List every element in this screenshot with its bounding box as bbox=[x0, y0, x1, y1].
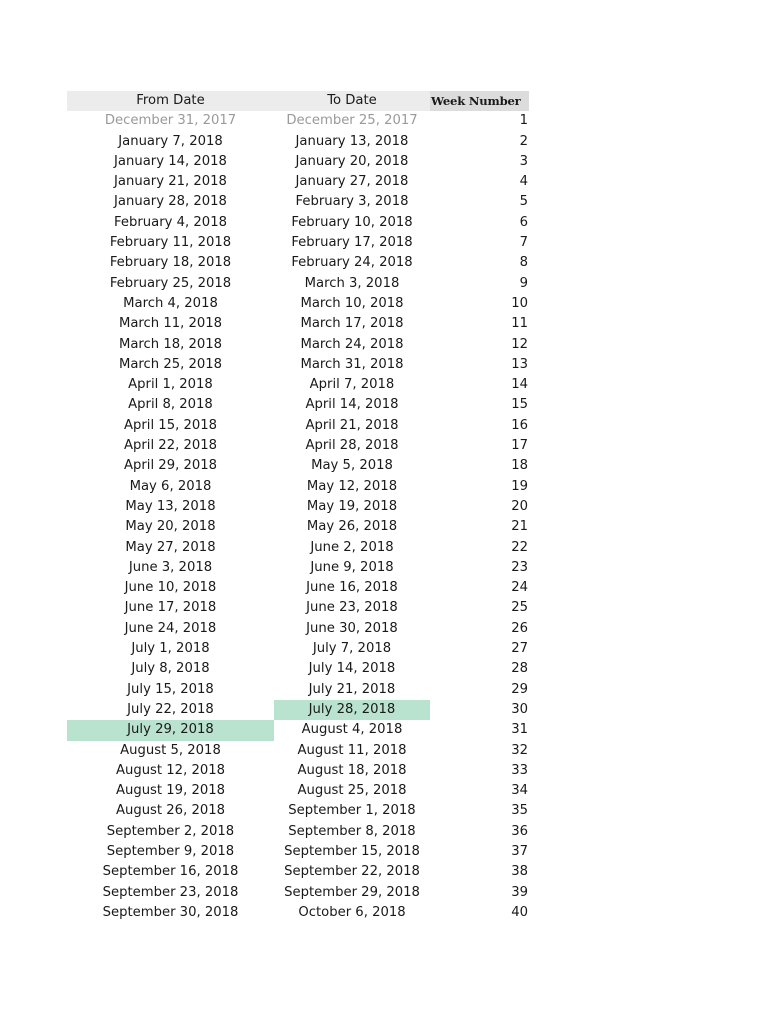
header-from-date[interactable]: From Date bbox=[67, 91, 274, 111]
week-number-cell[interactable]: 31 bbox=[511, 722, 528, 738]
week-number-cell[interactable]: 38 bbox=[511, 864, 528, 880]
to-date-cell[interactable]: May 12, 2018 bbox=[306, 478, 398, 494]
to-date-cell[interactable]: August 18, 2018 bbox=[297, 762, 407, 778]
table-row bbox=[67, 192, 529, 212]
from-date-cell[interactable]: July 1, 2018 bbox=[131, 641, 210, 657]
week-table bbox=[67, 91, 529, 923]
table-row bbox=[67, 558, 529, 578]
table-row bbox=[67, 619, 529, 639]
from-date-cell[interactable]: April 22, 2018 bbox=[123, 438, 218, 454]
from-date-cell[interactable]: August 26, 2018 bbox=[115, 803, 226, 819]
week-number-cell[interactable]: 25 bbox=[511, 600, 528, 616]
week-number-cell[interactable]: 24 bbox=[511, 580, 528, 596]
week-number-cell[interactable]: 22 bbox=[511, 539, 528, 555]
table-row bbox=[67, 862, 529, 882]
header-week-number[interactable]: Week Number bbox=[430, 91, 529, 111]
from-date-cell[interactable]: January 21, 2018 bbox=[114, 174, 227, 190]
from-date-cell[interactable]: July 15, 2018 bbox=[127, 681, 214, 697]
to-date-cell[interactable]: May 19, 2018 bbox=[306, 498, 398, 514]
week-number-cell[interactable]: 3 bbox=[519, 153, 528, 169]
to-date-cell[interactable]: December 25, 2017 bbox=[286, 113, 418, 129]
week-number-cell[interactable]: 2 bbox=[519, 133, 528, 149]
table-row bbox=[67, 801, 529, 821]
from-date-cell[interactable]: August 19, 2018 bbox=[115, 783, 226, 799]
table-row bbox=[67, 213, 529, 233]
table-row bbox=[67, 355, 529, 375]
table-row bbox=[67, 598, 529, 618]
week-number-cell[interactable]: 23 bbox=[511, 559, 528, 575]
table-row bbox=[67, 517, 529, 537]
table-row bbox=[67, 700, 529, 720]
from-date-cell[interactable]: April 1, 2018 bbox=[128, 377, 213, 393]
from-date-cell[interactable]: February 4, 2018 bbox=[114, 214, 227, 230]
to-date-cell[interactable]: October 6, 2018 bbox=[298, 904, 406, 920]
from-date-cell[interactable]: August 5, 2018 bbox=[120, 742, 221, 758]
to-date-cell[interactable]: September 15, 2018 bbox=[284, 843, 420, 859]
week-number-cell[interactable]: 5 bbox=[519, 194, 528, 210]
table-row bbox=[67, 639, 529, 659]
table-row bbox=[67, 538, 529, 558]
table-row bbox=[67, 274, 529, 294]
week-number-cell[interactable]: 16 bbox=[511, 417, 528, 433]
to-date-cell[interactable]: February 24, 2018 bbox=[291, 255, 413, 271]
to-date-cell[interactable]: September 29, 2018 bbox=[284, 884, 420, 900]
week-number-cell[interactable]: 13 bbox=[511, 356, 528, 372]
from-date-cell[interactable]: June 17, 2018 bbox=[124, 600, 217, 616]
to-date-cell[interactable]: January 13, 2018 bbox=[295, 133, 409, 149]
week-number-cell[interactable]: 4 bbox=[519, 174, 528, 190]
to-date-cell[interactable]: February 3, 2018 bbox=[295, 194, 409, 210]
week-number-cell[interactable]: 8 bbox=[519, 255, 528, 271]
table-row bbox=[67, 477, 529, 497]
to-date-cell[interactable]: April 28, 2018 bbox=[305, 438, 399, 454]
table-row bbox=[67, 761, 529, 781]
from-date-cell[interactable]: January 14, 2018 bbox=[114, 153, 227, 169]
week-number-cell[interactable]: 32 bbox=[511, 742, 528, 758]
to-date-cell[interactable]: June 30, 2018 bbox=[306, 620, 398, 636]
from-date-cell[interactable]: July 8, 2018 bbox=[131, 661, 210, 677]
table-row bbox=[67, 741, 529, 761]
to-date-cell[interactable]: February 10, 2018 bbox=[291, 214, 413, 230]
table-row bbox=[67, 416, 529, 436]
week-number-cell[interactable]: 29 bbox=[511, 681, 528, 697]
week-number-cell[interactable]: 26 bbox=[511, 620, 528, 636]
from-date-cell[interactable]: August 12, 2018 bbox=[115, 762, 226, 778]
table-row bbox=[67, 903, 529, 923]
table-row bbox=[67, 335, 529, 355]
from-date-cell[interactable]: July 29, 2018 bbox=[67, 720, 274, 740]
to-date-cell[interactable]: March 31, 2018 bbox=[300, 356, 404, 372]
to-date-cell[interactable]: March 24, 2018 bbox=[300, 336, 404, 352]
table-row bbox=[67, 578, 529, 598]
from-date-cell[interactable]: January 7, 2018 bbox=[118, 133, 223, 149]
table-row bbox=[67, 842, 529, 862]
from-date-cell[interactable]: September 9, 2018 bbox=[106, 843, 235, 859]
from-date-cell[interactable]: January 28, 2018 bbox=[114, 194, 227, 210]
week-number-cell[interactable]: 27 bbox=[511, 641, 528, 657]
week-number-cell[interactable]: 33 bbox=[511, 762, 528, 778]
from-date-cell[interactable]: April 29, 2018 bbox=[123, 458, 218, 474]
table-row bbox=[67, 375, 529, 395]
header-row bbox=[67, 91, 529, 111]
week-number-cell[interactable]: 40 bbox=[511, 904, 528, 920]
from-date-cell[interactable]: March 11, 2018 bbox=[118, 316, 223, 332]
table-row bbox=[67, 314, 529, 334]
week-number-cell[interactable]: 7 bbox=[519, 235, 528, 251]
to-date-cell[interactable]: February 17, 2018 bbox=[291, 235, 413, 251]
from-date-cell[interactable]: March 4, 2018 bbox=[123, 295, 218, 311]
from-date-cell[interactable]: September 2, 2018 bbox=[106, 823, 235, 839]
to-date-cell[interactable]: June 9, 2018 bbox=[310, 559, 394, 575]
from-date-cell[interactable]: December 31, 2017 bbox=[104, 113, 237, 129]
to-date-cell[interactable]: April 7, 2018 bbox=[309, 377, 395, 393]
table-row bbox=[67, 152, 529, 172]
week-number-cell[interactable]: 36 bbox=[511, 823, 528, 839]
to-date-cell[interactable]: August 4, 2018 bbox=[301, 722, 403, 738]
week-number-cell[interactable]: 18 bbox=[511, 458, 528, 474]
to-date-cell[interactable]: September 8, 2018 bbox=[288, 823, 416, 839]
to-date-cell[interactable]: March 10, 2018 bbox=[300, 295, 404, 311]
table-row bbox=[67, 253, 529, 273]
from-date-cell[interactable]: September 16, 2018 bbox=[102, 864, 239, 880]
week-number-cell[interactable]: 35 bbox=[511, 803, 528, 819]
week-number-cell[interactable]: 10 bbox=[511, 295, 528, 311]
table-row bbox=[67, 172, 529, 192]
table-row bbox=[67, 680, 529, 700]
from-date-cell[interactable]: June 24, 2018 bbox=[124, 620, 217, 636]
from-date-cell[interactable]: September 23, 2018 bbox=[102, 884, 239, 900]
to-date-cell[interactable]: March 3, 2018 bbox=[304, 275, 400, 291]
table-row bbox=[67, 497, 529, 517]
from-date-cell[interactable]: September 30, 2018 bbox=[102, 904, 239, 920]
week-number-cell[interactable]: 28 bbox=[511, 661, 528, 677]
table-body bbox=[67, 111, 529, 923]
to-date-cell[interactable]: August 11, 2018 bbox=[297, 742, 407, 758]
table-row bbox=[67, 720, 529, 740]
to-date-cell[interactable]: August 25, 2018 bbox=[297, 783, 407, 799]
from-date-cell[interactable]: February 18, 2018 bbox=[109, 255, 232, 271]
week-number-cell[interactable]: 39 bbox=[511, 884, 528, 900]
week-number-cell[interactable]: 1 bbox=[519, 113, 528, 129]
table-row bbox=[67, 822, 529, 842]
to-date-cell[interactable]: March 17, 2018 bbox=[300, 316, 404, 332]
week-number-cell[interactable]: 6 bbox=[519, 214, 528, 230]
to-date-cell[interactable]: July 7, 2018 bbox=[312, 641, 392, 657]
to-date-cell[interactable]: June 2, 2018 bbox=[310, 539, 394, 555]
week-number-cell[interactable]: 21 bbox=[511, 519, 528, 535]
to-date-cell[interactable]: January 20, 2018 bbox=[295, 153, 409, 169]
to-date-cell[interactable]: September 22, 2018 bbox=[284, 864, 420, 880]
from-date-cell[interactable]: March 25, 2018 bbox=[118, 356, 223, 372]
week-number-cell[interactable]: 14 bbox=[511, 377, 528, 393]
table-row bbox=[67, 395, 529, 415]
to-date-cell[interactable]: June 16, 2018 bbox=[306, 580, 398, 596]
from-date-cell[interactable]: April 8, 2018 bbox=[128, 397, 213, 413]
from-date-cell[interactable]: July 22, 2018 bbox=[127, 701, 214, 717]
week-number-cell[interactable]: 30 bbox=[511, 701, 528, 717]
header-to-date[interactable]: To Date bbox=[274, 91, 430, 111]
table-row bbox=[67, 233, 529, 253]
table-row bbox=[67, 781, 529, 801]
week-number-cell[interactable]: 34 bbox=[511, 783, 528, 799]
to-date-cell[interactable]: July 21, 2018 bbox=[308, 681, 396, 697]
table-row bbox=[67, 436, 529, 456]
to-date-cell[interactable]: January 27, 2018 bbox=[295, 174, 409, 190]
to-date-cell[interactable]: July 28, 2018 bbox=[274, 700, 430, 720]
week-number-cell[interactable]: 20 bbox=[511, 498, 528, 514]
week-number-cell[interactable]: 9 bbox=[519, 275, 528, 291]
from-date-cell[interactable]: May 20, 2018 bbox=[125, 519, 216, 535]
table-row bbox=[67, 111, 529, 131]
to-date-cell[interactable]: May 5, 2018 bbox=[311, 458, 393, 474]
from-date-cell[interactable]: February 11, 2018 bbox=[109, 235, 232, 251]
from-date-cell[interactable]: May 6, 2018 bbox=[129, 478, 212, 494]
from-date-cell[interactable]: May 27, 2018 bbox=[125, 539, 216, 555]
week-number-cell[interactable]: 19 bbox=[511, 478, 528, 494]
table-row bbox=[67, 883, 529, 903]
week-number-cell[interactable]: 11 bbox=[511, 316, 528, 332]
week-number-cell[interactable]: 17 bbox=[511, 438, 528, 454]
week-number-cell[interactable]: 37 bbox=[511, 843, 528, 859]
to-date-cell[interactable]: April 21, 2018 bbox=[305, 417, 399, 433]
to-date-cell[interactable]: June 23, 2018 bbox=[306, 600, 398, 616]
from-date-cell[interactable]: March 18, 2018 bbox=[118, 336, 223, 352]
to-date-cell[interactable]: May 26, 2018 bbox=[306, 519, 398, 535]
from-date-cell[interactable]: April 15, 2018 bbox=[123, 417, 218, 433]
table-row bbox=[67, 294, 529, 314]
to-date-cell[interactable]: April 14, 2018 bbox=[305, 397, 399, 413]
from-date-cell[interactable]: June 3, 2018 bbox=[128, 559, 213, 575]
to-date-cell[interactable]: July 14, 2018 bbox=[308, 661, 396, 677]
week-number-cell[interactable]: 15 bbox=[511, 397, 528, 413]
table-row bbox=[67, 132, 529, 152]
from-date-cell[interactable]: May 13, 2018 bbox=[125, 498, 216, 514]
table-row bbox=[67, 659, 529, 679]
from-date-cell[interactable]: June 10, 2018 bbox=[124, 580, 217, 596]
to-date-cell[interactable]: September 1, 2018 bbox=[288, 803, 416, 819]
week-number-cell[interactable]: 12 bbox=[511, 336, 528, 352]
table-row bbox=[67, 456, 529, 476]
from-date-cell[interactable]: February 25, 2018 bbox=[109, 275, 232, 291]
